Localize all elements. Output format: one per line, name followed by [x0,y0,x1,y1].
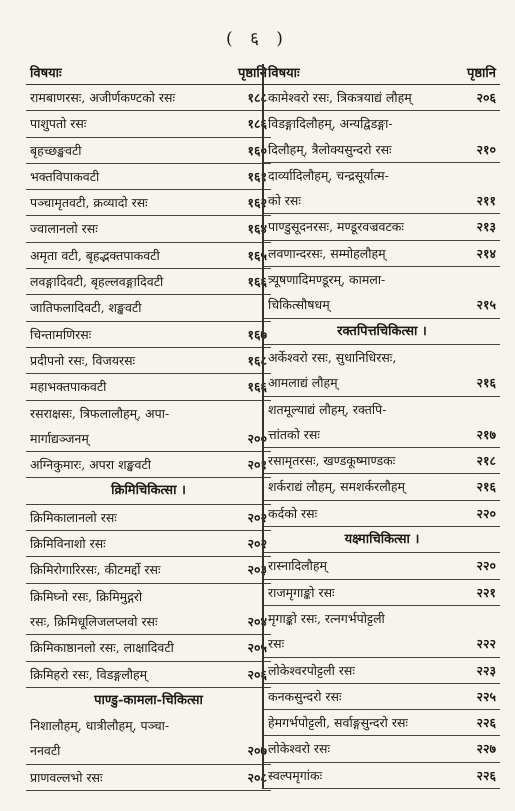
entry-title: लवङ्गादिवटी, बृहल्लवङ्गादिवटी [30,274,164,290]
right-column [262,64,500,789]
index-entry [26,216,271,242]
entry-title: रास्नादिलौहम् [268,558,328,574]
entry-page-number: १६८ [247,352,267,368]
index-entry [26,269,271,295]
index-entry [264,710,500,736]
entry-title: रसः [268,636,285,652]
index-entry [264,241,500,267]
entry-title: बृहच्छङ्खवटी [30,142,82,158]
entry-title: लोकेश्वरो रसः [268,741,330,757]
entry-title: शर्कराद्यं लौहम्, समशर्करलौहम् [268,479,406,495]
entry-title: ज्वालानलो रसः [30,221,98,237]
entry-page-number: २१४ [476,245,496,261]
index-entry [26,190,271,216]
entry-title: हेमगर्भपोट्टली, सर्वाङ्गसुन्दरो रसः [268,715,408,731]
entry-title: रामबाणरसः, अजीर्णकण्टको रसः [30,90,175,105]
entry-page-number: १८८ [247,90,267,105]
entry-title: ननवटी [30,743,61,759]
entry-page-number: १६१ [247,168,267,184]
index-entry [264,448,500,474]
entry-title: कामेश्वरो रसः, त्रिकत्रयाद्यं लौहम् [268,90,412,105]
index-entry [26,738,271,764]
entry-title: पाण्डुसूदनरसः, मण्डूरवज्रवटकः [268,219,404,235]
section-heading: पाण्डु-कामला-चिकित्सा [94,692,203,708]
entry-page-number: २२७ [476,741,496,757]
entry-title: क्रिमिहरो रसः, विडङ्गलौहम् [30,666,148,682]
entry-page-number: २०३ [247,562,267,578]
entry-page-number: २१६ [476,479,496,495]
index-entry [264,606,500,631]
entry-title: को रसः [268,193,301,209]
index-entry [26,138,271,164]
index-entry [264,736,500,762]
entry-page-number: १६४ [247,221,267,237]
index-entry [264,370,500,396]
entry-page-number: २१० [476,141,496,157]
entry-title: पाशुपतो रसः [30,116,87,132]
entry-page-number: १६२ [247,195,267,211]
entry-title: त्तांतको रसः [268,426,320,442]
index-entry [26,635,271,661]
index-entry [26,609,271,635]
entry-page-number: २०४ [247,613,267,629]
entry-title: मार्गाद्यञ्जनम् [30,430,89,446]
page-number: ( ६ ) [226,29,289,49]
entry-title: जातिफलादिवटी, शङ्खवटी [30,300,142,316]
entry-title: दार्व्यादिलौहम्, चन्द्रसूर्यात्म- [268,167,389,183]
index-entry [26,505,271,531]
index-entry [264,501,500,527]
entry-page-number: २१६ [476,375,496,391]
entry-title: कर्दको रसः [268,505,318,521]
index-entry [26,243,271,269]
index-entry [264,188,500,214]
header-subject-label: विषयाः [268,66,300,81]
index-entry [264,163,500,188]
entry-title: क्रिमिरोगारिरसः, कीटमर्द्दो रसः [30,562,161,578]
entry-page-number: २०८ [247,769,267,785]
index-entry [26,322,271,348]
section-heading: यक्ष्माचिकित्सा । [264,527,500,553]
index-entry [264,553,500,579]
left-column [26,64,271,791]
entry-title: पञ्चामृतवटी, क्रव्यादो रसः [30,195,148,211]
entry-title: चिकित्सौषधम् [268,297,330,313]
entry-page-number: २२३ [476,662,496,678]
entry-page-number: २०६ [476,90,496,105]
entry-page-number: २२२ [476,636,496,652]
index-entry [264,85,500,111]
entry-page-number: १६० [247,142,267,158]
index-entry [264,397,500,422]
index-entry [26,111,271,137]
entry-title: निशालौहम्, धात्रीलौहम्, पञ्चा- [30,718,170,734]
entry-page-number: २०१ [247,457,267,473]
entry-page-number: २०५ [247,640,267,656]
entry-page-number: २२० [476,505,496,521]
entry-page-number: २२१ [476,584,496,600]
index-entry [26,765,271,791]
entry-page-number: १६५ [247,247,267,263]
entry-title: महाभक्तपाकवटी [30,379,107,395]
index-entry [26,85,271,111]
index-entry [26,401,271,426]
index-entry [264,137,500,163]
entry-page-number: २०० [247,430,267,446]
index-entry [26,348,271,374]
entry-title: लवणान्दरसः, सम्मोहलौहम् [268,245,386,261]
entry-page-number: २०७ [247,743,267,759]
header-pages-label: पृष्ठानि [467,66,496,81]
entry-page-number: २२५ [476,688,496,704]
index-entry [264,658,500,684]
index-entry [264,214,500,240]
index-entry [26,557,271,583]
index-entry [26,164,271,190]
entry-title: राजमृगाङ्को रसः [268,584,335,600]
index-entry [26,713,271,738]
entry-page-number: १६६ [247,379,267,395]
entry-title: कनकसुन्दरो रसः [268,688,342,704]
entry-page-number: २०२ [247,536,267,552]
entry-title: शतमूल्याद्यं लौहम्, रक्तपि- [268,401,387,417]
entry-title: चिन्तामणिरसः [30,326,92,342]
entry-title: अमृता वटी, बृहद्भक्तपाकवटी [30,247,160,263]
index-entry [26,584,271,609]
entry-page-number: २१५ [476,297,496,313]
entry-page-number: २०६ [247,666,267,682]
entry-title: भक्तविपाकवटी [30,168,100,184]
header-subject-label: विषयाः [30,66,62,81]
index-entry [264,474,500,500]
index-entry [264,580,500,606]
entry-title: मृगाङ्को रसः, रत्नगर्भपोट्टली [268,610,385,626]
index-entry [26,295,271,321]
column-header [26,64,271,85]
entry-page-number: १६७ [247,326,267,342]
entry-title: रसामृतरसः, खण्डकूष्माण्डकः [268,453,396,469]
index-entry [26,452,271,478]
right-entries [264,85,500,789]
index-entry [264,422,500,448]
index-entry [264,111,500,136]
index-entry [264,267,500,292]
index-entry [26,374,271,400]
entry-page-number: २१३ [476,219,496,235]
entry-title: लोकेश्वरपोट्टली रसः [268,662,355,678]
index-entry [264,292,500,318]
entry-page-number: २२६ [476,715,496,731]
entry-page-number: २१७ [476,426,496,442]
entry-title: क्रिमिविनाशो रसः [30,536,106,552]
left-entries [26,85,271,791]
entry-title: रसराक्षसः, त्रिफलालौहम्, अपा- [30,405,170,421]
entry-title: अग्निकुमारः, अपरा शङ्खवटी [30,457,152,473]
index-entry [264,345,500,370]
column-header [264,64,500,85]
entry-page-number: २११ [476,193,496,209]
entry-page-number: १८६ [247,116,267,132]
entry-page-number: २०२ [247,509,267,525]
entry-title: क्रिमिकाष्ठानलो रसः, लाक्षादिवटी [30,640,174,656]
entry-title: रसः, क्रिमिधूलिजलप्लवो रसः [30,613,158,629]
index-entry [264,684,500,710]
index-entry [26,531,271,557]
section-heading: क्रिमिचिकित्सा । [26,478,271,504]
entry-title: दिलौहम्, त्रैलोक्यसुन्दरो रसः [268,141,392,157]
entry-title: विडङ्गादिलौहम्, अन्यद्विडङ्गा- [268,116,393,132]
entry-title: क्रिमिघ्नो रसः, क्रिमिमुद्गरो [30,588,143,604]
index-entry [264,631,500,657]
entry-page-number: २१८ [476,453,496,469]
entry-title: त्र्यूषणादिमण्डूरम्, कामला- [268,272,386,288]
entry-title: आमलाद्यं लौहम् [268,375,338,391]
index-entry [264,763,500,789]
entry-title: क्रिमिकालानलो रसः [30,509,117,525]
entry-page-number: २२६ [476,767,496,783]
entry-title: स्वल्पमृगांकः [268,767,323,783]
entry-title: प्रदीपनो रसः, विजयरसः [30,352,136,368]
entry-title: प्राणवल्लभो रसः [30,769,103,785]
section-heading: रक्तपित्तचिकित्सा । [264,319,500,345]
entry-title: अर्केश्वरो रसः, सुधानिधिरसः, [268,349,397,365]
entry-page-number: २२० [476,558,496,574]
index-entry [26,426,271,452]
index-entry [26,662,271,688]
header-pages-label: पृष्ठानि [238,66,267,81]
entry-page-number: १६६ [247,274,267,290]
